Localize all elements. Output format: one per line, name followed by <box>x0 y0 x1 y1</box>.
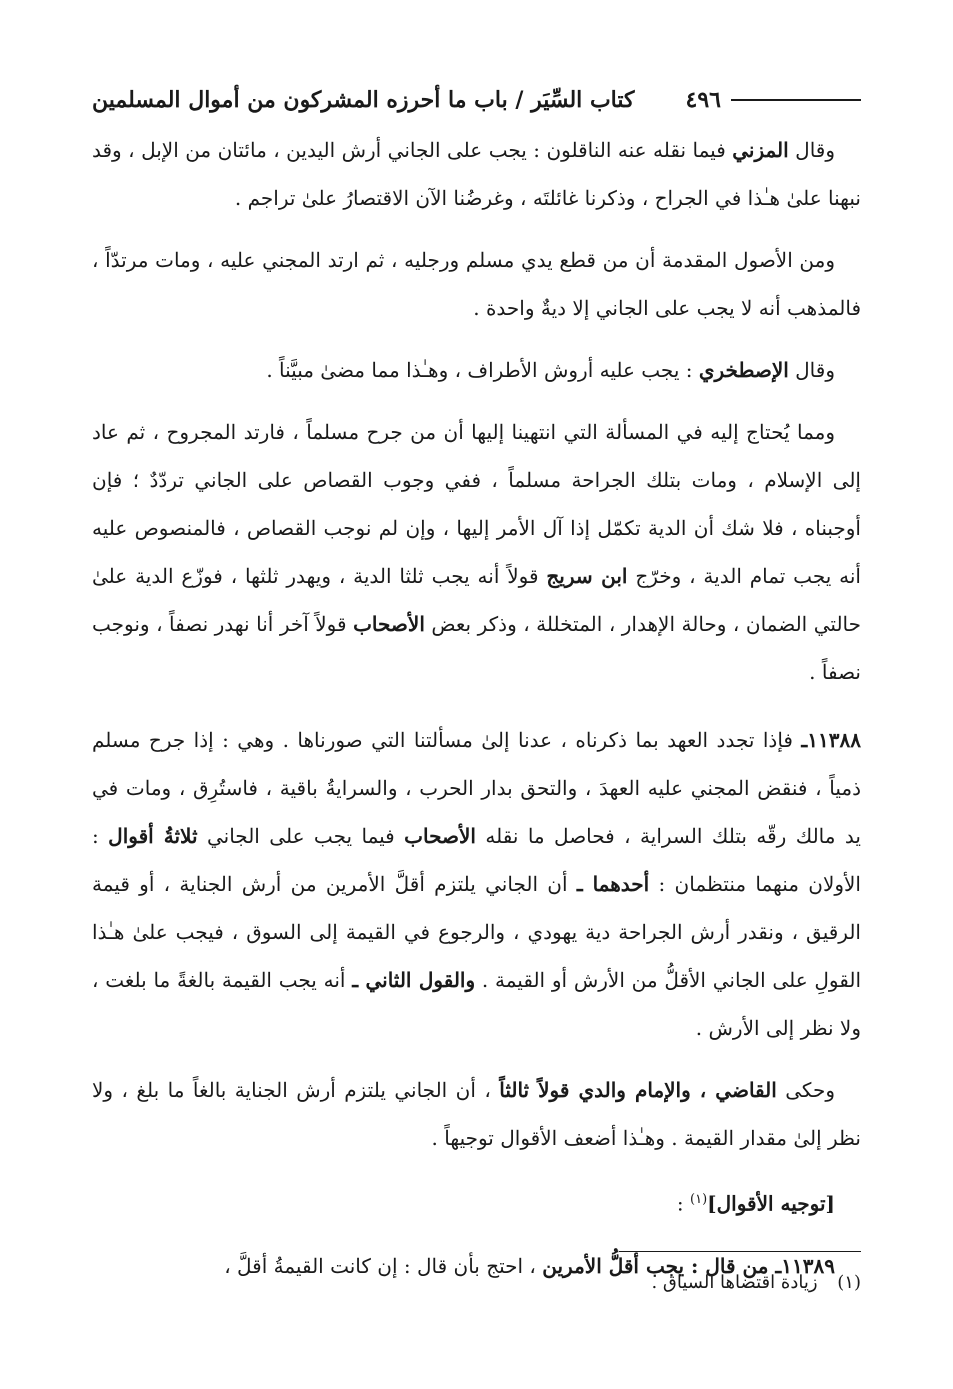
section-heading <box>92 1176 861 1228</box>
header-left <box>686 87 861 113</box>
text-run: ومن الأصول المقدمة أن من قطع يدي مسلم ورجليه ، ثم ارتد المجني عليه ، ومات مرتدّاً ، فالمذهب أنه لا يجب على الجاني إلا ديةٌ واحدة . <box>92 248 861 320</box>
heading-text: [توجيه الأقوال] <box>707 1191 835 1216</box>
paragraph <box>92 236 861 332</box>
section-number: ١١٣٨٩ـ <box>775 1253 835 1278</box>
text-run: فيما يجب على الجاني <box>197 824 405 848</box>
page-number: ٤٩٦ <box>685 87 721 113</box>
text-run: ، أن الجاني يلتزم أرش الجناية بالغاً ما بلغ ، ولا نظر إلىٰ مقدار القيمة . وهـٰذا أضعف الأقوال توجيهاً . <box>92 1078 861 1150</box>
bold-term: أحدهما ـ <box>576 872 650 896</box>
paragraph <box>92 1066 861 1162</box>
scholar-name: الأصحاب <box>353 612 425 636</box>
text-run: فإذا تجدد العهد بما ذكرناه ، عدنا إلىٰ مسألتنا التي صورناها . وهي : إذا جرح مسلم ذمياً ، فنقض المجني عليه العهدَ ، والتحق بدار الحرب ، والسرايةُ باقية ، فاستُرِق ، ومات في يد مالك رقّه بتلك السراية ، فحاصل ما نقله <box>92 728 861 848</box>
footnote-text: زيادة اقتضاها السياق . <box>651 1272 818 1293</box>
paragraph <box>92 126 861 222</box>
header-rule <box>731 99 861 101</box>
text-run: وحكى <box>776 1078 835 1102</box>
bold-term: ثلاثةُ أقوال <box>108 824 198 848</box>
running-title: كتاب السِّيَر / باب ما أحرزه المشركون من أموال المسلمين <box>92 87 635 113</box>
section-number: ١١٣٨٨ـ <box>801 728 861 752</box>
paragraph <box>92 346 861 394</box>
text-run: ومما يُحتاج إليه في المسألة التي انتهينا إليها أن من جرح مسلماً ، فارتد المجروح ، ثم عاد إلى الإسلام ، ومات بتلك الجراحة مسلماً ، ففي وجوب القصاص على الجاني تردّدٌ ؛ فإن أوجبناه ، فلا شك أن الدية تكمّل إذا آل الأمر إليها ، وإن لم نوجب القصاص ، فالمنصوص عليه أنه يجب تمام الدية ، وخرّج <box>92 420 861 588</box>
text-run: أن الجاني يلتزم أقلَّ الأمرين من أرش الجناية ، أو قيمة الرقيق ، ونقدر أرش الجراحة دية يهودي ، والرجوع في القيمة إلى السوق ، فيجب علىٰ هـٰذا القولِ على الجاني الأقلُّ من الأرش أو القيمة . <box>92 872 862 992</box>
paragraph <box>92 408 861 696</box>
scholar-name: ابن سريج <box>546 564 628 588</box>
text-run: قولاً آخر أنا نهدر نصفاً ، ونوجب نصفاً . <box>92 612 861 684</box>
footnote-marker: (١) <box>690 1192 708 1207</box>
footnote-number: (١) <box>837 1272 861 1293</box>
text-run: وقال <box>788 358 835 382</box>
text-run: ، احتج بأن قال : إن كانت القيمةُ أقلَّ ، <box>224 1253 543 1278</box>
text-run: : يجب عليه أروش الأطراف ، وهـٰذا مما مضىٰ مبيَّناً . <box>266 358 699 382</box>
text-run: : الأولان منهما منتظمان : <box>92 824 861 896</box>
text-run: أنه يجب القيمة بالغةً ما بلغت ، ولا نظر إلى الأرش . <box>92 968 861 1040</box>
scholar-name: القاضي ، والإمام والدي قولاً ثالثاً <box>499 1078 777 1102</box>
text-run: : <box>676 1191 690 1216</box>
bold-term: من قال : يجب أقلُّ الأمرين <box>542 1253 776 1278</box>
text-run: فيما نقله عنه الناقلون : يجب على الجاني أرش اليدين ، مائتان من الإبل ، وقد نبهنا علىٰ هـٰذا في الجراح ، وذكرنا غائلتَه ، وغرضُنا الآن الاقتصارُ علىٰ تراجم . <box>92 138 861 210</box>
page-header <box>92 82 861 118</box>
footnote <box>92 1272 861 1293</box>
text-run: وقال <box>788 138 836 162</box>
scholar-name: الأصحاب <box>404 824 476 848</box>
bold-term: والقول الثاني ـ <box>352 968 476 992</box>
footnote-rule <box>619 1251 861 1252</box>
scholar-name: الإصطخري <box>698 358 789 382</box>
paragraph <box>92 716 861 1052</box>
text-run: قولاً أنه يجب ثلثا الدية ، ويهدر ثلثها ، فوزّع الدية علىٰ حالتي الضمان ، وحالة الإهدار ، المتخللة ، وذكر بعض <box>92 564 861 636</box>
body-text <box>92 126 861 1304</box>
scholar-name: المزني <box>732 138 789 162</box>
